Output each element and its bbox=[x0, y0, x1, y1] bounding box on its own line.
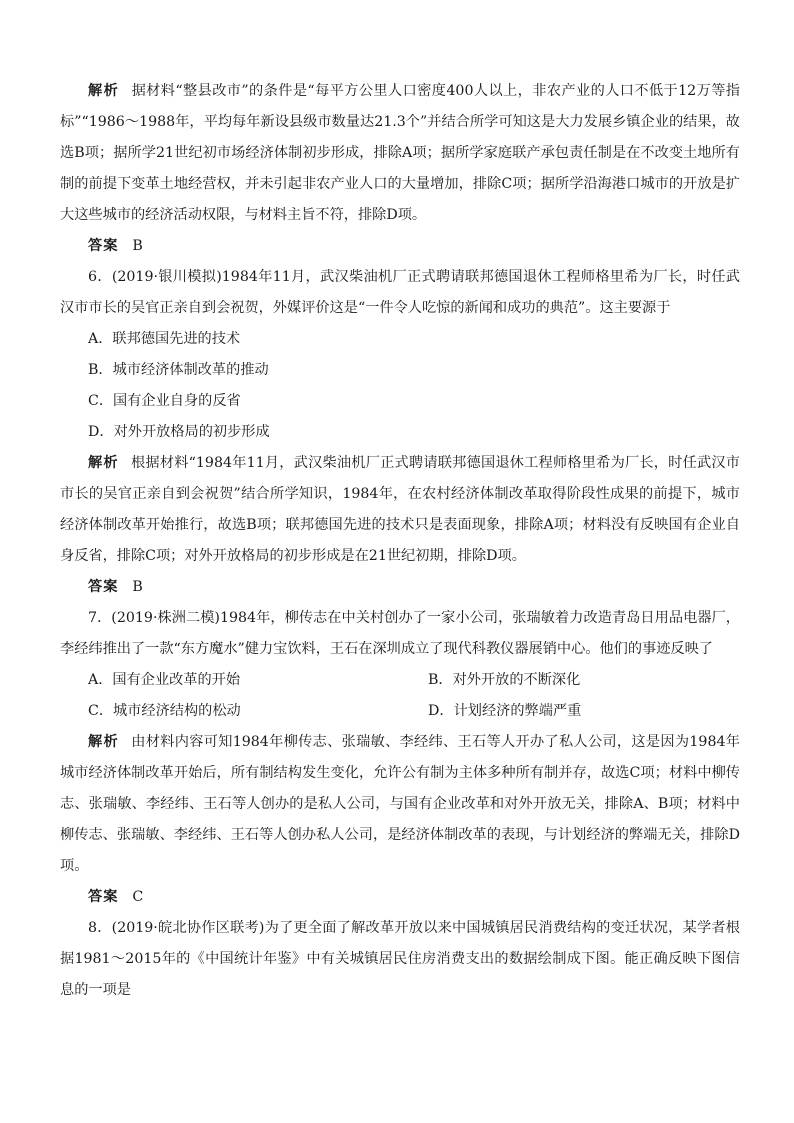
document-page bbox=[60, 76, 740, 1006]
q6-answer-value: B bbox=[132, 579, 143, 595]
q8-stem: 8．(2019·皖北协作区联考)为了更全面了解改革开放以来中国城镇居民消费结构的变迁状况，某学者根据1981～2015年的《中国统计年鉴》中有关城镇居民住房消费支出的数据绘制成下图。能正确反映下图信息的一项是 bbox=[60, 920, 740, 998]
q7-analysis bbox=[60, 727, 740, 882]
q6-option-b: B．城市经济体制改革的推动 bbox=[88, 362, 269, 378]
q7-option-b: B．对外开放的不断深化 bbox=[428, 672, 581, 688]
q6-analysis bbox=[60, 448, 740, 572]
q7-options bbox=[60, 665, 740, 727]
q6-option-c: C．国有企业自身的反省 bbox=[88, 393, 241, 409]
q7-option-a: A．国有企业改革的开始 bbox=[88, 672, 241, 688]
answer-label: 答案 bbox=[88, 579, 119, 595]
q6-answer bbox=[60, 572, 740, 603]
answer-label: 答案 bbox=[88, 889, 119, 905]
q6-analysis-text: 根据材料“1984年11月，武汉柴油机厂正式聘请联邦德国退休工程师格里希为厂长，时任武汉市市长的吴官正亲自到会祝贺”结合所学知识，1984年，在农村经济体制改革取得阶段性成果的前提下，城市经济体制改革开始推行，故选B项；联邦德国先进的技术只是表面现象，排除A项；材料没有反映国有企业自身反省，排除C项；对外开放格局的初步形成是在21世纪初期，排除D项。 bbox=[60, 455, 740, 564]
analysis-label: 解析 bbox=[88, 83, 120, 99]
q7-answer bbox=[60, 882, 740, 913]
answer-label: 答案 bbox=[88, 238, 119, 254]
q7-answer-value: C bbox=[132, 889, 144, 905]
analysis-label: 解析 bbox=[88, 455, 119, 471]
q7-option-c: C．城市经济结构的松动 bbox=[88, 703, 241, 719]
q7-stem: 7．(2019·株洲二模)1984年，柳传志在中关村创办了一家小公司，张瑞敏着力改造青岛日用品电器厂，李经纬推出了一款“东方魔水”健力宝饮料，王石在深圳成立了现代科教仪器展销中心。他们的事迹反映了 bbox=[60, 610, 740, 657]
q6-stem: 6．(2019·银川模拟)1984年11月，武汉柴油机厂正式聘请联邦德国退休工程师格里希为厂长，时任武汉市市长的吴官正亲自到会祝贺，外媒评价这是“一件令人吃惊的新闻和成功的典范”。这主要源于 bbox=[60, 269, 740, 316]
q5-analysis-text: 据材料“整县改市”的条件是“每平方公里人口密度400人以上，非农产业的人口不低于12万等指标”“1986～1988年，平均每年新设县级市数量达21.3个”并结合所学可知这是大力发展乡镇企业的结果，故选B项；据所学21世纪初市场经济体制初步形成，排除A项；据所学家庭联产承包责任制是在不改变土地所有制的前提下变革土地经营权，并未引起非农产业人口的大量增加，排除C项；据所学沿海港口城市的开放是扩大这些城市的经济活动权限，与材料主旨不符，排除D项。 bbox=[60, 83, 740, 223]
q7-option-d: D．计划经济的弊端严重 bbox=[428, 703, 582, 719]
q5-analysis bbox=[60, 76, 740, 231]
q6-option-a: A．联邦德国先进的技术 bbox=[88, 331, 241, 347]
q5-answer bbox=[60, 231, 740, 262]
analysis-label: 解析 bbox=[88, 734, 119, 750]
q5-answer-value: B bbox=[132, 238, 143, 254]
q6-option-d: D．对外开放格局的初步形成 bbox=[88, 424, 270, 440]
q7-analysis-text: 由材料内容可知1984年柳传志、张瑞敏、李经纬、王石等人开办了私人公司，这是因为1984年城市经济体制改革开始后，所有制结构发生变化，允许公有制为主体多种所有制并存，故选C项；材料中柳传志、张瑞敏、李经纬、王石等人创办的是私人公司，与国有企业改革和对外开放无关，排除A、B项；材料中柳传志、张瑞敏、李经纬、王石等人创办私人公司，是经济体制改革的表现，与计划经济的弊端无关，排除D项。 bbox=[60, 734, 740, 874]
